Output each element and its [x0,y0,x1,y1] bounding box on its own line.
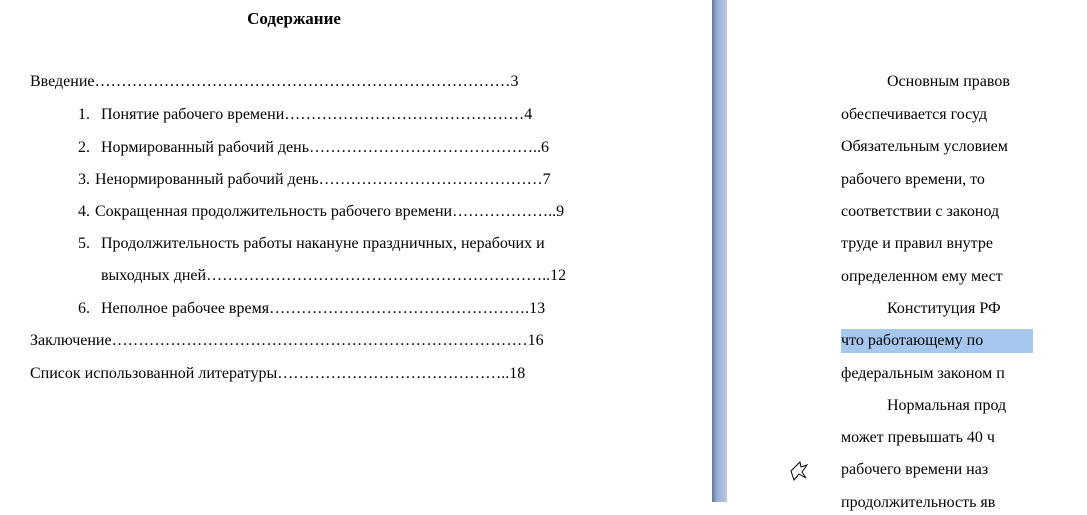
body-text-line: Обязательным условием [841,138,1008,155]
page-gap [712,0,727,502]
toc-entry-page: 4 [524,106,533,123]
toc-entry-text: Сокращенная продолжительность рабочего времени [95,203,453,220]
toc-entry [78,104,652,126]
toc-entry-text: Понятие рабочего времени [101,106,285,123]
toc-entry-number: 3. [78,171,90,188]
toc-entry-dots: …………………………………………. [269,300,530,317]
body-text-line: Конституция РФ [887,300,1001,317]
body-text-line: Нормальная прод [887,397,1007,414]
toc-entry-number: 2. [78,139,90,156]
body-text-line: соответствии с законод [841,203,1000,220]
toc-entry [30,330,652,352]
toc-entry-page: 13 [529,300,546,317]
toc-entry [78,201,652,223]
toc-entry-text: Ненормированный рабочий день [95,171,319,188]
toc-entry-number: 4. [78,203,90,220]
toc-entry-dots: …………………………………………………………………… [94,73,511,90]
mouse-cursor-icon [790,460,808,482]
body-text-line: Основным правов [887,73,1010,90]
body-text-line: федеральным законом п [841,365,1005,382]
toc-entry-page: 6 [540,139,549,156]
toc-entry [78,233,652,255]
toc-entry-text: Заключение [30,332,112,349]
toc-entry-text: Продолжительность работы накануне праздничных, нерабочих и [101,235,545,252]
toc-entry-dots: …………………………………….. [308,139,541,156]
body-text-line: обеспечивается госуд [841,106,988,123]
toc-entry-dots: ……………………………………… [284,106,525,123]
toc-entry [30,363,652,385]
toc-entry-number: 1. [78,106,90,123]
toc-entry-page: 9 [556,203,565,220]
toc-entry-text: выходных дней [101,267,207,284]
toc-entry-page: 16 [527,332,544,349]
toc-entry [78,298,652,320]
body-text-line: определенном ему мест [841,268,1003,285]
toc-entry-continuation [101,265,652,287]
toc-entry-number: 5. [78,235,90,252]
toc-entry-dots: …………………………………………………………………… [111,332,528,349]
toc-entry-page: 18 [509,365,526,382]
body-text-line: рабочего времени наз [841,461,989,478]
body-text-line: рабочего времени, то [841,171,985,188]
toc-entry-number: 6. [78,300,90,317]
toc-entry-dots: …………………………………….. [277,365,510,382]
toc-entry-text: Введение [30,73,95,90]
selected-text-line[interactable]: что работающему по [841,329,1033,353]
toc-entry [78,169,652,191]
toc-entry-text: Список использованной литературы [30,365,278,382]
body-text-line: продолжительность яв [841,494,996,511]
toc-entry-page: 3 [510,73,519,90]
toc-entry [30,71,652,93]
toc-entry-dots: ……………………………………………………….. [206,267,551,284]
toc-entry-page: 7 [542,171,551,188]
toc-entry-text: Нормированный рабочий день [101,139,309,156]
toc-entry-text: Неполное рабочее время [101,300,270,317]
toc-entry-dots: …………………………………… [318,171,543,188]
toc-entry-page: 12 [550,267,567,284]
body-text-line: может превышать 40 ч [841,429,995,446]
toc-entry-dots: ……………….. [452,203,557,220]
right-page [727,0,1033,511]
toc-entry [78,137,652,159]
toc-title: Содержание [247,9,341,28]
body-text-line: труде и правил внутре [841,235,993,252]
